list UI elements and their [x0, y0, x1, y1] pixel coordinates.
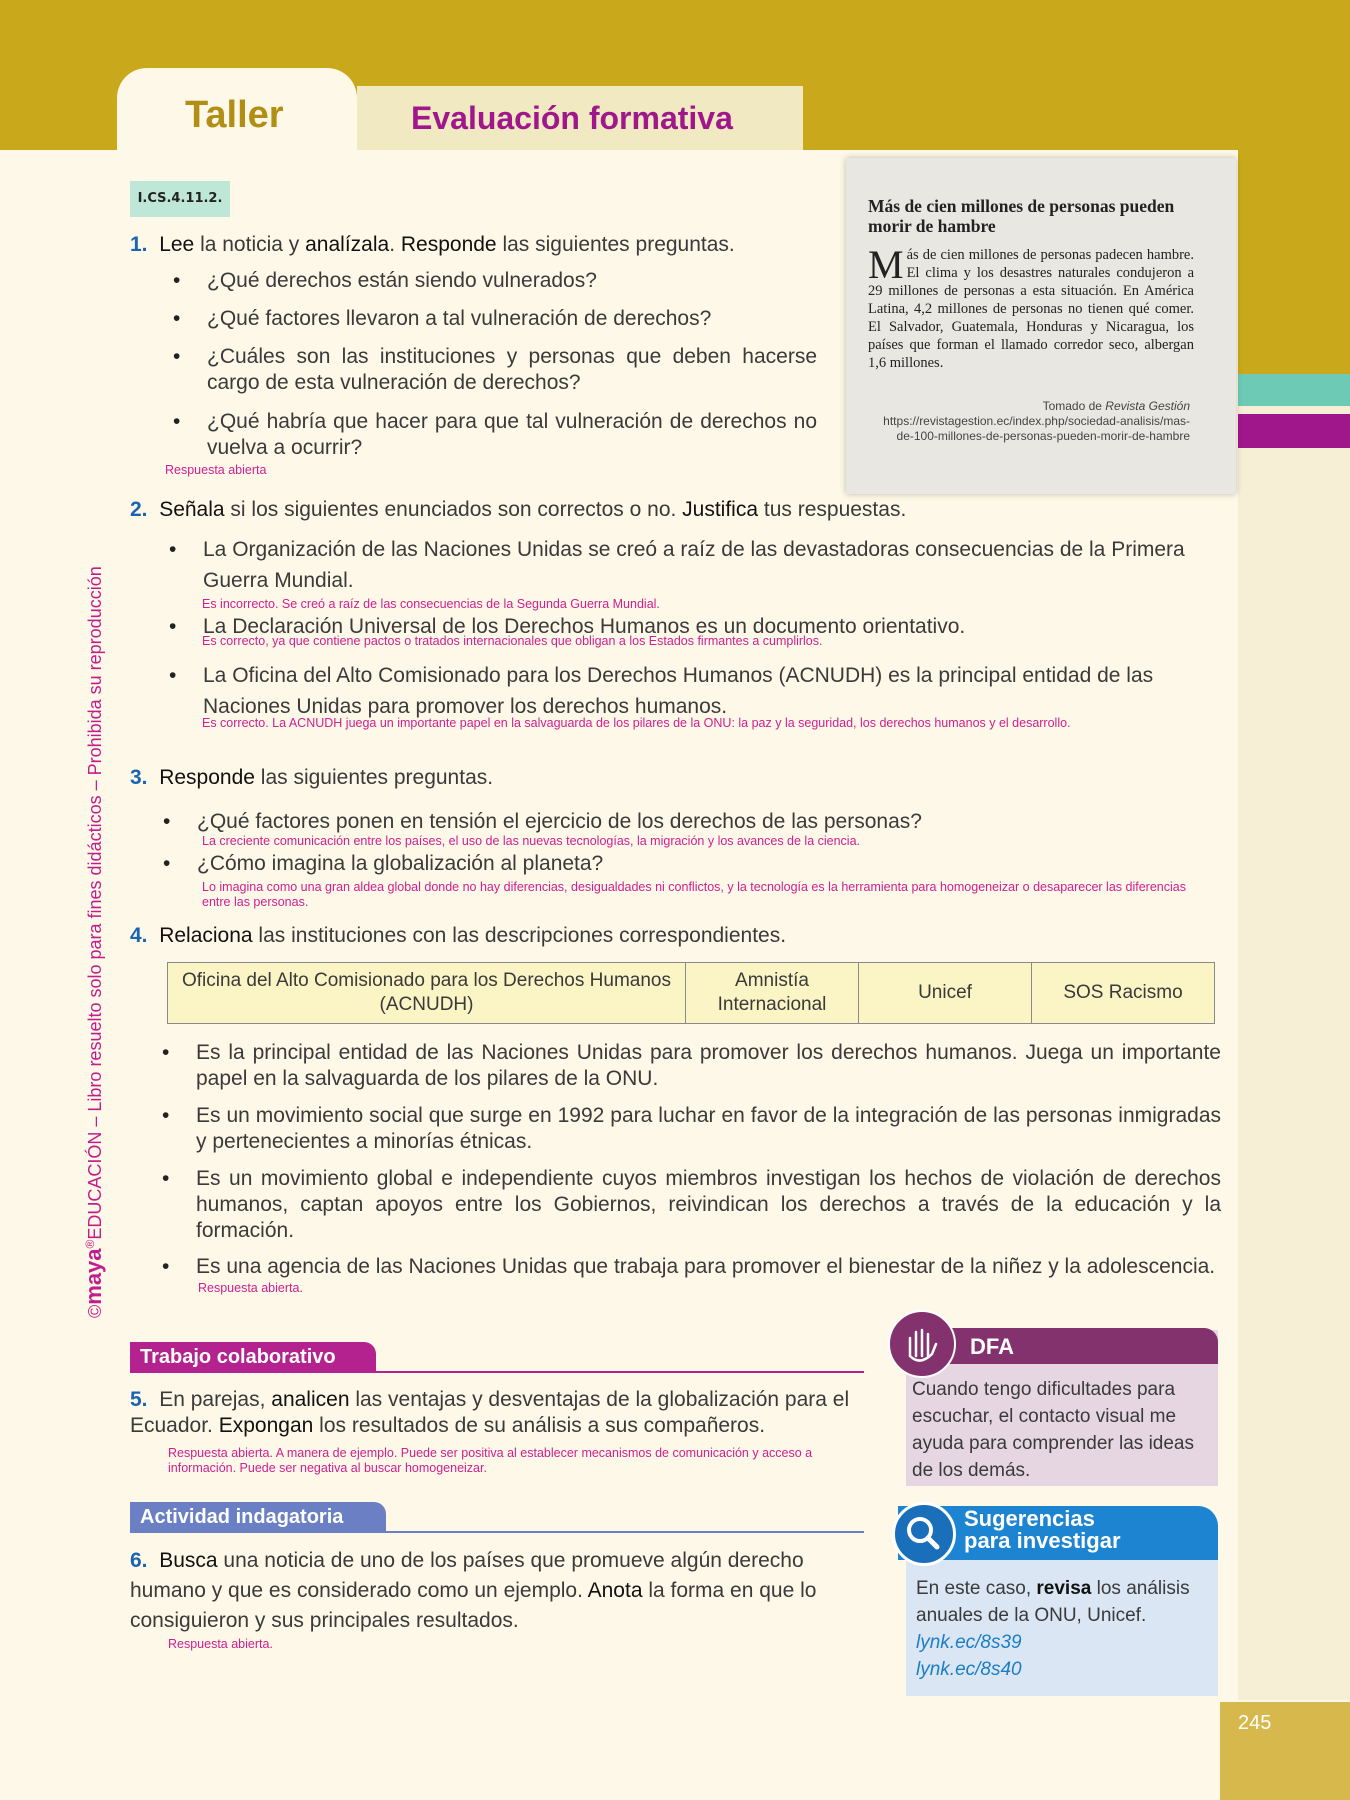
- suggestions-title: [964, 1508, 1121, 1552]
- magenta-stripe: [1238, 414, 1350, 448]
- section-collab-line: [130, 1371, 864, 1373]
- tab-evaluacion: [357, 86, 803, 150]
- q2-item: • La Organización de las Naciones Unidas se creó a raíz de las devastadoras consecuencias de la Primera Guerra Mundial.: [203, 534, 1221, 596]
- news-body: [868, 242, 1194, 372]
- registered-symbol: ®: [83, 1239, 97, 1249]
- q4-text-1: las instituciones con las descripciones correspondientes.: [252, 924, 787, 947]
- question-6-number: 6.: [130, 1549, 148, 1572]
- q6-verb-anota: Anota: [587, 1579, 643, 1602]
- q1-item: • ¿Qué derechos están siendo vulnerados?: [207, 268, 817, 294]
- q2-item: • La Oficina del Alto Comisionado para los Derechos Humanos (ACNUDH) es la principal entidad de las Naciones Unidas para promover los derechos humanos.: [203, 660, 1221, 722]
- link-8s40[interactable]: lynk.ec/8s40: [916, 1659, 1022, 1680]
- teal-stripe: [1238, 374, 1350, 406]
- tab-taller-label: Taller: [185, 94, 284, 136]
- institution-cell: Amnistía Internacional: [686, 963, 859, 1024]
- suggestions-title-line1: Sugerencias: [964, 1506, 1095, 1531]
- q3-item: • ¿Qué factores ponen en tensión el ejercicio de los derechos de las personas?: [197, 809, 1217, 835]
- q1-item: • ¿Qué habría que hacer para que tal vulneración de derechos no vuelva a ocurrir?: [207, 409, 817, 461]
- question-2: [130, 497, 1230, 523]
- question-5: [130, 1387, 870, 1439]
- q2-verb-senala: Señala: [159, 498, 225, 521]
- institution-cell: Oficina del Alto Comisionado para los Derechos Humanos (ACNUDH): [168, 963, 686, 1024]
- dfa-text: Cuando tengo dificultades para escuchar, el contacto visual me ayuda para comprender las ideas de los demás.: [912, 1379, 1195, 1481]
- question-5-number: 5.: [130, 1388, 148, 1411]
- copyright-symbol: ©: [85, 1304, 105, 1318]
- q5-verb-analicen: analicen: [271, 1388, 350, 1411]
- q1-item: • ¿Qué factores llevaron a tal vulneración de derechos?: [207, 306, 817, 332]
- institution-cell: Unicef: [859, 963, 1032, 1024]
- right-gold-strip: [1238, 150, 1350, 375]
- q6-text-2: la forma en que lo consiguieron y sus principales resultados.: [130, 1579, 817, 1632]
- news-dropcap: M: [868, 242, 904, 287]
- q3-text-1: las siguientes preguntas.: [254, 766, 494, 789]
- page-number: 245: [1238, 1712, 1272, 1734]
- q1-answer: Respuesta abierta: [165, 463, 267, 477]
- indicator-code-badge: I.CS.4.11.2.: [130, 181, 230, 217]
- q4-answer: Respuesta abierta.: [198, 1281, 303, 1295]
- q2-answer: Es correcto, ya que contiene pactos o tratados internacionales que obligan a los Estados firmantes a cumplirlos.: [202, 634, 823, 648]
- question-1: [130, 232, 830, 258]
- suggestions-text: [916, 1575, 1212, 1683]
- news-source-prefix: Tomado de: [1042, 399, 1106, 413]
- q5-text-0: En parejas,: [159, 1388, 272, 1411]
- section-inquiry-heading: Actividad indagatoria: [130, 1502, 386, 1532]
- question-4: [130, 923, 1130, 949]
- q1-verb-lee: Lee: [159, 233, 195, 256]
- question-6: [130, 1546, 870, 1636]
- q4-item: • Es la principal entidad de las Naciones Unidas para promover los derechos humanos. Juega un importante papel en la salvaguarda de los pilares de la ONU.: [196, 1040, 1221, 1092]
- q2-item: • La Declaración Universal de los Derechos Humanos es un documento orientativo.: [203, 614, 1221, 640]
- q1-verb-responde: Responde: [400, 233, 497, 256]
- section-inquiry-line: [130, 1531, 864, 1533]
- tab-evaluacion-label: Evaluación formativa: [411, 100, 733, 136]
- dfa-title: DFA: [970, 1334, 1014, 1359]
- question-2-number: 2.: [130, 498, 148, 521]
- q4-verb-relaciona: Relaciona: [159, 924, 253, 947]
- q2-verb-justifica: Justifica: [682, 498, 759, 521]
- tab-taller: [117, 68, 357, 158]
- suggestions-title-line2: para investigar: [964, 1528, 1121, 1553]
- suggestions-text-0: En este caso,: [916, 1578, 1037, 1599]
- q2-text-1: si los siguientes enunciados son correctos o no.: [224, 498, 683, 521]
- q5-verb-expongan: Expongan: [218, 1414, 314, 1437]
- news-source-url: https://revistagestion.ec/index.php/sociedad-analisis/mas-de-100-millones-de-personas-pueden-morir-de-hambre: [883, 414, 1190, 443]
- q1-item: • ¿Cuáles son las instituciones y personas que deben hacerse cargo de esta vulneración de derechos?: [207, 344, 817, 396]
- institution-cell: SOS Racismo: [1032, 963, 1215, 1024]
- q3-item: • ¿Cómo imagina la globalización al planeta?: [197, 851, 1217, 877]
- q6-verb-busca: Busca: [159, 1549, 218, 1572]
- q2-answer: Es incorrecto. Se creó a raíz de las consecuencias de la Segunda Guerra Mundial.: [202, 597, 660, 611]
- question-4-number: 4.: [130, 924, 148, 947]
- news-source: [868, 399, 1190, 444]
- q1-verb-analizala: analízala: [305, 233, 390, 256]
- question-3: [130, 765, 1130, 791]
- q4-item: • Es un movimiento social que surge en 1992 para luchar en favor de la integración de las personas inmigradas y pertenecientes a minorías étnicas.: [196, 1103, 1221, 1155]
- section-collab-heading: Trabajo colaborativo: [130, 1342, 376, 1372]
- q3-answer: Lo imagina como una gran aldea global donde no hay diferencias, desigualdades ni conflictos, y la tecnología es la herramienta para homogeneizar o desaparecer las diferencias entre las personas.: [202, 880, 1186, 909]
- q5-text-1: las ventajas y desventajas de la globalización para el Ecuador.: [130, 1388, 850, 1437]
- q1-text-1: la noticia y: [194, 233, 306, 256]
- suggestions-verb-revisa: revisa: [1036, 1578, 1092, 1599]
- q2-text-2: tus respuestas.: [758, 498, 907, 521]
- suggestions-text-1: los análisis anuales de la ONU, Unicef.: [916, 1578, 1190, 1626]
- q6-answer: Respuesta abierta.: [168, 1637, 273, 1651]
- news-body-text: ás de cien millones de personas padecen hambre. El clima y los desastres naturales condujeron a 29 millones de personas a esta situación. En América Latina, 4,2 millones de personas no tienen qué comer. El Salvador, Guatemala, Honduras y Nicaragua, los países que forman el llamado corredor seco, albergan 1,6 millones.: [868, 247, 1194, 371]
- link-8s39[interactable]: lynk.ec/8s39: [916, 1632, 1022, 1653]
- q2-answer: Es correcto. La ACNUDH juega un importante papel en la salvaguarda de los pilares de la ONU: la paz y la seguridad, los derechos humanos y el desarrollo.: [202, 716, 1071, 730]
- q5-answer: Respuesta abierta. A manera de ejemplo. Puede ser positiva al establecer mecanismos de comunicación y acceso a información. Puede ser negativa al buscar homogeneizar.: [168, 1446, 813, 1475]
- q1-text-3: las siguientes preguntas.: [496, 233, 735, 256]
- question-1-number: 1.: [130, 233, 148, 256]
- news-title: Más de cien millones de personas pueden morir de hambre: [868, 196, 1175, 236]
- copyright-side-text: [70, 458, 110, 1318]
- q4-item: • Es un movimiento global e independiente cuyos miembros investigan los hechos de violación de derechos humanos, captan apoyos entre los Gobiernos, reivindican los derechos a través de la educación y la formación.: [196, 1166, 1221, 1244]
- q4-item: • Es una agencia de las Naciones Unidas que trabaja para promover el bienestar de la niñez y la adolescencia.: [196, 1254, 1221, 1280]
- q3-answer: La creciente comunicación entre los países, el uso de las nuevas tecnologías, la migración y los avances de la ciencia.: [202, 834, 861, 848]
- question-3-number: 3.: [130, 766, 148, 789]
- hand-ear-icon: [888, 1310, 956, 1378]
- q1-text-2: .: [389, 233, 401, 256]
- brand-maya: maya: [81, 1248, 106, 1305]
- institutions-table: [167, 962, 1215, 1024]
- news-source-name: Revista Gestión: [1105, 399, 1190, 413]
- q6-text-1: una noticia de uno de los países que promueve algún derecho humano y que es considerado como un ejemplo.: [130, 1549, 804, 1602]
- q3-verb-responde: Responde: [159, 766, 255, 789]
- q5-text-2: los resultados de su análisis a sus compañeros.: [313, 1414, 766, 1437]
- magnifier-icon: [892, 1502, 956, 1566]
- copyright-text: EDUCACIÓN – Libro resuelto solo para fines didácticos – Prohibida su reproducción: [85, 566, 105, 1240]
